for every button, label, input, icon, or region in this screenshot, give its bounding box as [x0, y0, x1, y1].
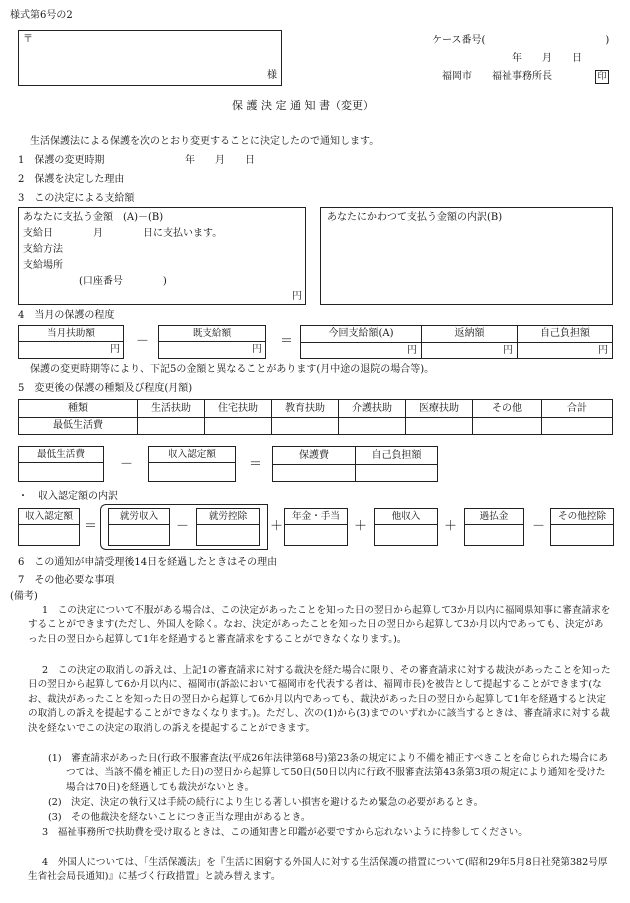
payment-yen: 円 — [292, 291, 302, 302]
note-2-sub-1: (1) 審査請求があった日(行政不服審査法(平成26年法律第68号)第23条の規定により不備を補正すべきことを命じられた場合にあつては、当該不備を補正した日)の翌日から起算して50日(50日以内に行政不服審査法第43条第3項の規定により通知を受けた場合は70日)を経過しても裁決がないとき。 — [48, 753, 609, 793]
row-minimum-living: 最低生活費 — [53, 420, 103, 431]
note-4: 4 外国人については、「生活保護法」を『生活に困窮する外国人に対する生活保護の措置について(昭和29年5月8日社発第382号厚生省社会局長通知)』に基づく行政措置」と読み替えます。 — [28, 857, 608, 883]
account-number: (口座番号 ) — [79, 276, 167, 287]
work-deduction-header: 就労控除 — [197, 509, 259, 525]
col-education: 教育扶助 — [285, 403, 325, 414]
other-income-cell — [374, 508, 438, 546]
yen-2: 円 — [252, 344, 262, 355]
other-deduction-header: その他控除 — [551, 509, 613, 525]
income-recognized-cell — [148, 446, 236, 482]
equals-op-1: ＝ — [280, 334, 294, 349]
income-breakdown-heading: ・ 収入認定額の内訳 — [18, 491, 118, 502]
col-medical: 医療扶助 — [419, 403, 459, 414]
divider — [301, 342, 612, 343]
note-1: 1 この決定について不服がある場合は、この決定があったことを知った日の翌日から起算して3か月以内に福岡県知事に審査請求をすることができます(ただし、外国人を除く。なお、決定があったことを知った日の翌日から起算して3か月以内であっても、決定があった日の翌日から起算して1年を経過すると審査請求をすることができなくなります。)。 — [28, 605, 611, 645]
col-living: 生活扶助 — [151, 403, 191, 414]
plus-op-1: ＋ — [270, 519, 284, 534]
payment-amount-label: あなたに支払う金額 (A)－(B) — [23, 212, 164, 223]
section-5-heading: 5 変更後の保護の種類及び程度(月額) — [18, 383, 193, 394]
income-total-cell — [18, 508, 80, 546]
breakdown-box — [320, 207, 613, 305]
income-total-header: 収入認定額 — [19, 509, 79, 525]
address-box — [18, 30, 282, 86]
work-income-header: 就労収入 — [109, 509, 169, 525]
pension-header: 年金・手当 — [285, 509, 347, 525]
seal-mark — [595, 70, 609, 84]
col-total: 合計 — [567, 403, 587, 414]
current-aid-header: 当月扶助額 — [19, 326, 123, 342]
section-4-note: 保護の変更時期等により、下記5の金額と異なることがあります(月中途の退院の場合等)。 — [30, 364, 435, 375]
divider — [19, 417, 612, 418]
note-2-sub-3: (3) その他裁決を経ないことにつき正当な理由があるとき。 — [48, 812, 311, 823]
minus-op-1: － — [136, 334, 150, 349]
plus-op-3: ＋ — [444, 519, 458, 534]
col-housing: 住宅扶助 — [218, 403, 258, 414]
payment-method: 支給方法 — [23, 244, 63, 255]
minus-op-2: － — [120, 457, 134, 472]
section-4-heading: 4 当月の保護の程度 — [18, 310, 115, 321]
self-burden-header: 自己負担額 — [371, 450, 422, 461]
work-income-cell — [108, 508, 170, 546]
payment-day: 支給日 月 日に支払います。 — [23, 228, 223, 239]
office-name: 福岡市 福祉事務所長 — [442, 71, 552, 82]
equals-op-2: ＝ — [249, 457, 263, 472]
form-number: 様式第6号の2 — [10, 10, 73, 21]
note-3: 3 福祉事務所で扶助費を受け取るときは、この通知書と印鑑が必要ですから忘れないように持参してください。 — [42, 827, 528, 838]
item-7: 7 その他必要な事項 — [18, 575, 115, 586]
income-recognized-header: 収入認定額 — [149, 447, 235, 463]
breakdown-label: あなたにかわつて支払う金額の内訳(B) — [327, 212, 503, 223]
intro-text: 生活保護法による保護を次のとおり変更することに決定したので通知します。 — [30, 136, 380, 147]
aid-type-table — [18, 399, 613, 435]
item-1-date: 年 月 日 — [185, 155, 255, 166]
case-number-label: ケース番号( ) — [432, 35, 610, 46]
document-title: 保 護 決 定 通 知 書（変更） — [232, 99, 374, 112]
current-payment-header: 今回支給額(A) — [328, 328, 394, 339]
overpayment-header: 過払金 — [465, 509, 523, 525]
current-payment-group — [300, 325, 613, 359]
plus-op-2: ＋ — [354, 519, 368, 534]
min-living-header: 最低生活費 — [19, 447, 103, 463]
refund-header: 返納額 — [454, 328, 485, 339]
yen-3: 円 — [407, 345, 417, 356]
paid-cell — [158, 325, 266, 359]
note-2: 2 この決定の取消しの訴えは、上記1の審査請求に対する裁決を経た場合に限り、その審査請求に対する裁決があったことを知った日の翌日から起算して6か月以内に、福岡市(訴訟において福岡市を代表する者は、福岡市長)を被告として提起することができます(なお、裁決があったことを知った日の翌日から起算して6か月以内であっても、裁決があった日の翌日から起算して1年を経過すると決定の取消しの訴えを提起することができなくなります。)。ただし、次の(1)から(3)までのいずれかに該当するときは、審査請求に対する裁決を経ないでこの決定の取消しの訴えを提起することができます。 — [28, 665, 611, 734]
min-living-cell — [18, 446, 104, 482]
current-aid-cell — [18, 325, 124, 359]
item-6: 6 この通知が申請受理後14日を経過したときはその理由 — [18, 557, 278, 568]
addressee-suffix: 様 — [267, 70, 277, 81]
item-2: 2 保護を決定した理由 — [18, 174, 125, 185]
col-care: 介護扶助 — [352, 403, 392, 414]
minus-op-3: － — [176, 519, 190, 534]
remarks-label: (備考) — [10, 591, 38, 602]
note-2-sub-2: (2) 決定、決定の執行又は手続の続行により生じる著しい損害を避けるため緊急の必要があるとき。 — [48, 797, 484, 808]
minus-op-4: － — [532, 519, 546, 534]
yen-1: 円 — [110, 344, 120, 355]
yen-5: 円 — [598, 345, 608, 356]
item-1: 1 保護の変更時期 — [18, 155, 105, 166]
pension-cell — [284, 508, 348, 546]
seal-text: 印 — [595, 70, 609, 84]
yen-4: 円 — [503, 345, 513, 356]
self-pay-header: 自己負担額 — [540, 328, 590, 339]
item-3: 3 この決定による支給額 — [18, 193, 135, 204]
postal-mark: 〒 — [23, 34, 33, 45]
col-type: 種類 — [68, 403, 88, 414]
other-deduction-cell — [550, 508, 614, 546]
bracket-right — [267, 504, 268, 550]
overpayment-cell — [464, 508, 524, 546]
other-income-header: 他収入 — [375, 509, 437, 525]
equals-op-3: ＝ — [84, 519, 98, 534]
col-other: その他 — [492, 403, 522, 414]
payment-place: 支給場所 — [23, 260, 63, 271]
issue-date: 年 月 日 — [512, 53, 582, 64]
work-deduction-cell — [196, 508, 260, 546]
paid-header: 既支給額 — [159, 326, 265, 342]
protection-fee-group — [272, 446, 438, 482]
protection-fee-header: 保護費 — [299, 450, 329, 461]
payment-box — [18, 207, 306, 305]
